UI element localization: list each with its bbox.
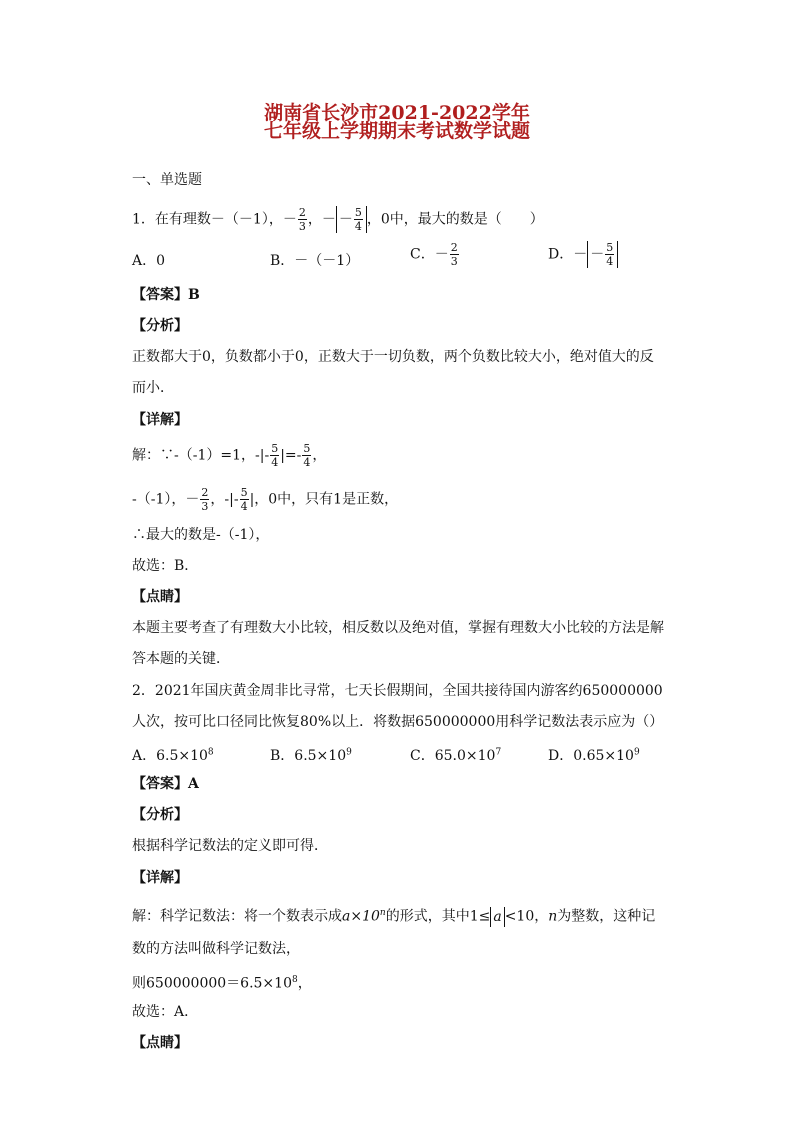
- q1-detail2-b: ，-|-: [210, 491, 239, 508]
- q1-stem-prefix: 1．在有理数－（－1），: [132, 211, 283, 228]
- q2-option-c-text: C．65.0×10: [410, 748, 496, 764]
- frac-num: 2: [201, 486, 209, 499]
- q2-choose: 故选：A．: [132, 1004, 199, 1020]
- frac-den: 4: [606, 255, 614, 268]
- q1-detail2-c: |，0中，只有1是正数，: [249, 491, 399, 508]
- q1-frac-5-4: [354, 206, 363, 233]
- q1-option-d-abs: [587, 241, 618, 268]
- q2-analysis-text: 根据科学记数法的定义即可得．: [132, 838, 328, 854]
- q2-analysis-label: 【分析】: [132, 807, 188, 823]
- frac-den: 4: [303, 456, 311, 469]
- q2-option-c-exp: 7: [495, 747, 502, 758]
- q1-option-c-label: C．－: [410, 246, 449, 263]
- q1-neg-sign-2: －: [321, 211, 336, 228]
- q1-comma: ，: [307, 211, 322, 228]
- frac-num: 5: [606, 241, 614, 254]
- q1-detail1-c: ，: [312, 447, 327, 464]
- frac-den: 3: [450, 255, 458, 268]
- q1-detail-line1: [132, 442, 326, 469]
- q2-option-a-text: A．6.5×10: [132, 748, 208, 764]
- q1-analysis-text: 正数都大于0，负数都小于0，正数大于一切负数，两个负数比较大小，绝对值大的反而小．: [132, 349, 654, 396]
- q1-frac-2-3: [298, 206, 307, 233]
- q2-comment-label: 【点睛】: [132, 1035, 188, 1051]
- section-heading: 一、单选题: [132, 172, 202, 188]
- q2-stem: 2．2021年国庆黄金周非比寻常，七天长假期间，全国共接待国内游客约650000000人次，按可比口径同比恢复80%以上．将数据650000000用科学记数法表示应为（）: [132, 683, 664, 730]
- q1-option-d: [548, 241, 618, 268]
- q1-stem-suffix: ，0中，最大的数是（ ）: [366, 211, 544, 228]
- frac-den: 3: [298, 220, 306, 233]
- frac-num: 2: [450, 241, 458, 254]
- q2-option-d-exp: 9: [633, 747, 640, 758]
- frac-num: 5: [303, 442, 311, 455]
- frac-num: 5: [271, 442, 279, 455]
- q2-detail-line1: [132, 903, 655, 927]
- q2-option-b-exp: 9: [346, 747, 352, 758]
- q1-option-a: A．0: [132, 253, 166, 269]
- q1-detail2-frac2: [240, 486, 249, 513]
- q2-option-d: [548, 745, 640, 765]
- q2-option-b: [270, 745, 352, 765]
- q1-option-d-label: D．－: [548, 246, 588, 263]
- q2-detail1-c: ，: [534, 908, 549, 925]
- frac-num: 2: [298, 206, 306, 219]
- q1-comment-text: 本题主要考查了有理数大小比较，相反数以及绝对值，掌握有理数大小比较的方法是解答本题的关键．: [132, 620, 664, 667]
- q2-detail1-expr: a×10: [342, 908, 380, 925]
- q1-detail2-frac1: [200, 486, 209, 513]
- frac-den: 3: [201, 500, 209, 513]
- q1-detail1-frac1: [270, 442, 279, 469]
- q1-option-b: B．－（－1）: [270, 253, 360, 269]
- frac-den: 4: [271, 456, 279, 469]
- q2-detail1-b: 的形式，其中: [385, 908, 470, 925]
- q2-detail1-expr-exp: n: [379, 908, 386, 918]
- q2-detail3-a: 则650000000＝6.5×10: [132, 975, 292, 992]
- q1-detail-label: 【详解】: [132, 412, 188, 428]
- frac-num: 5: [354, 206, 362, 219]
- q2-option-a-exp: 8: [207, 747, 214, 758]
- q2-detail1-n: n: [548, 908, 558, 925]
- q2-option-a: [132, 745, 214, 765]
- q1-abs-5-4: [336, 206, 367, 233]
- q2-detail1-ineq-b: <10: [504, 908, 535, 925]
- q2-detail1-ineq-a: 1≤: [469, 908, 491, 925]
- q2-option-d-text: D．0.65×10: [548, 748, 634, 764]
- q1-detail1-b: |=-: [280, 447, 302, 464]
- q1-choose: 故选：B．: [132, 558, 199, 574]
- q1-analysis-label: 【分析】: [132, 318, 188, 334]
- q1-option-d-frac: [605, 241, 614, 268]
- q1-detail-line3: ∴最大的数是-（-1），: [132, 527, 270, 543]
- q1-option-c-frac: [450, 241, 459, 268]
- q1-detail1-a: 解：∵-（-1）=1，-|-: [132, 447, 270, 464]
- abs-neg: －: [590, 246, 605, 263]
- frac-den: 4: [240, 500, 248, 513]
- q2-detail-line3: [132, 970, 312, 994]
- doc-title-line2: 七年级上学期期末考试数学试题: [263, 120, 530, 142]
- q2-option-c: [410, 745, 501, 765]
- frac-den: 4: [354, 220, 362, 233]
- q1-neg-sign: －: [282, 211, 297, 228]
- q2-detail3-b: ，: [297, 975, 312, 992]
- q1-stem: [132, 206, 544, 233]
- q2-detail1-a: 解：科学记数法：将一个数表示成: [132, 908, 342, 925]
- q2-detail-label: 【详解】: [132, 870, 188, 886]
- q2-detail-line2: 数的方法叫做科学记数法，: [132, 941, 300, 957]
- q2-answer: 【答案】A: [132, 776, 199, 792]
- q1-answer: 【答案】B: [132, 287, 200, 303]
- frac-num: 5: [240, 486, 248, 499]
- abs-neg: －: [338, 211, 353, 228]
- doc-title-line1: 湖南省长沙市2021-2022学年: [264, 102, 530, 124]
- q1-detail-line2: [132, 486, 398, 513]
- q2-detail1-ineq-var: a: [490, 907, 504, 927]
- q2-detail3-exp: 8: [291, 975, 298, 985]
- q1-comment-label: 【点睛】: [132, 589, 188, 605]
- q2-detail1-d: 为整数，这种记: [557, 908, 656, 925]
- q1-detail1-frac2: [302, 442, 311, 469]
- q1-detail2-a: -（-1），－: [132, 491, 200, 508]
- q2-option-b-text: B．6.5×10: [270, 748, 347, 764]
- q1-option-c: [410, 241, 460, 268]
